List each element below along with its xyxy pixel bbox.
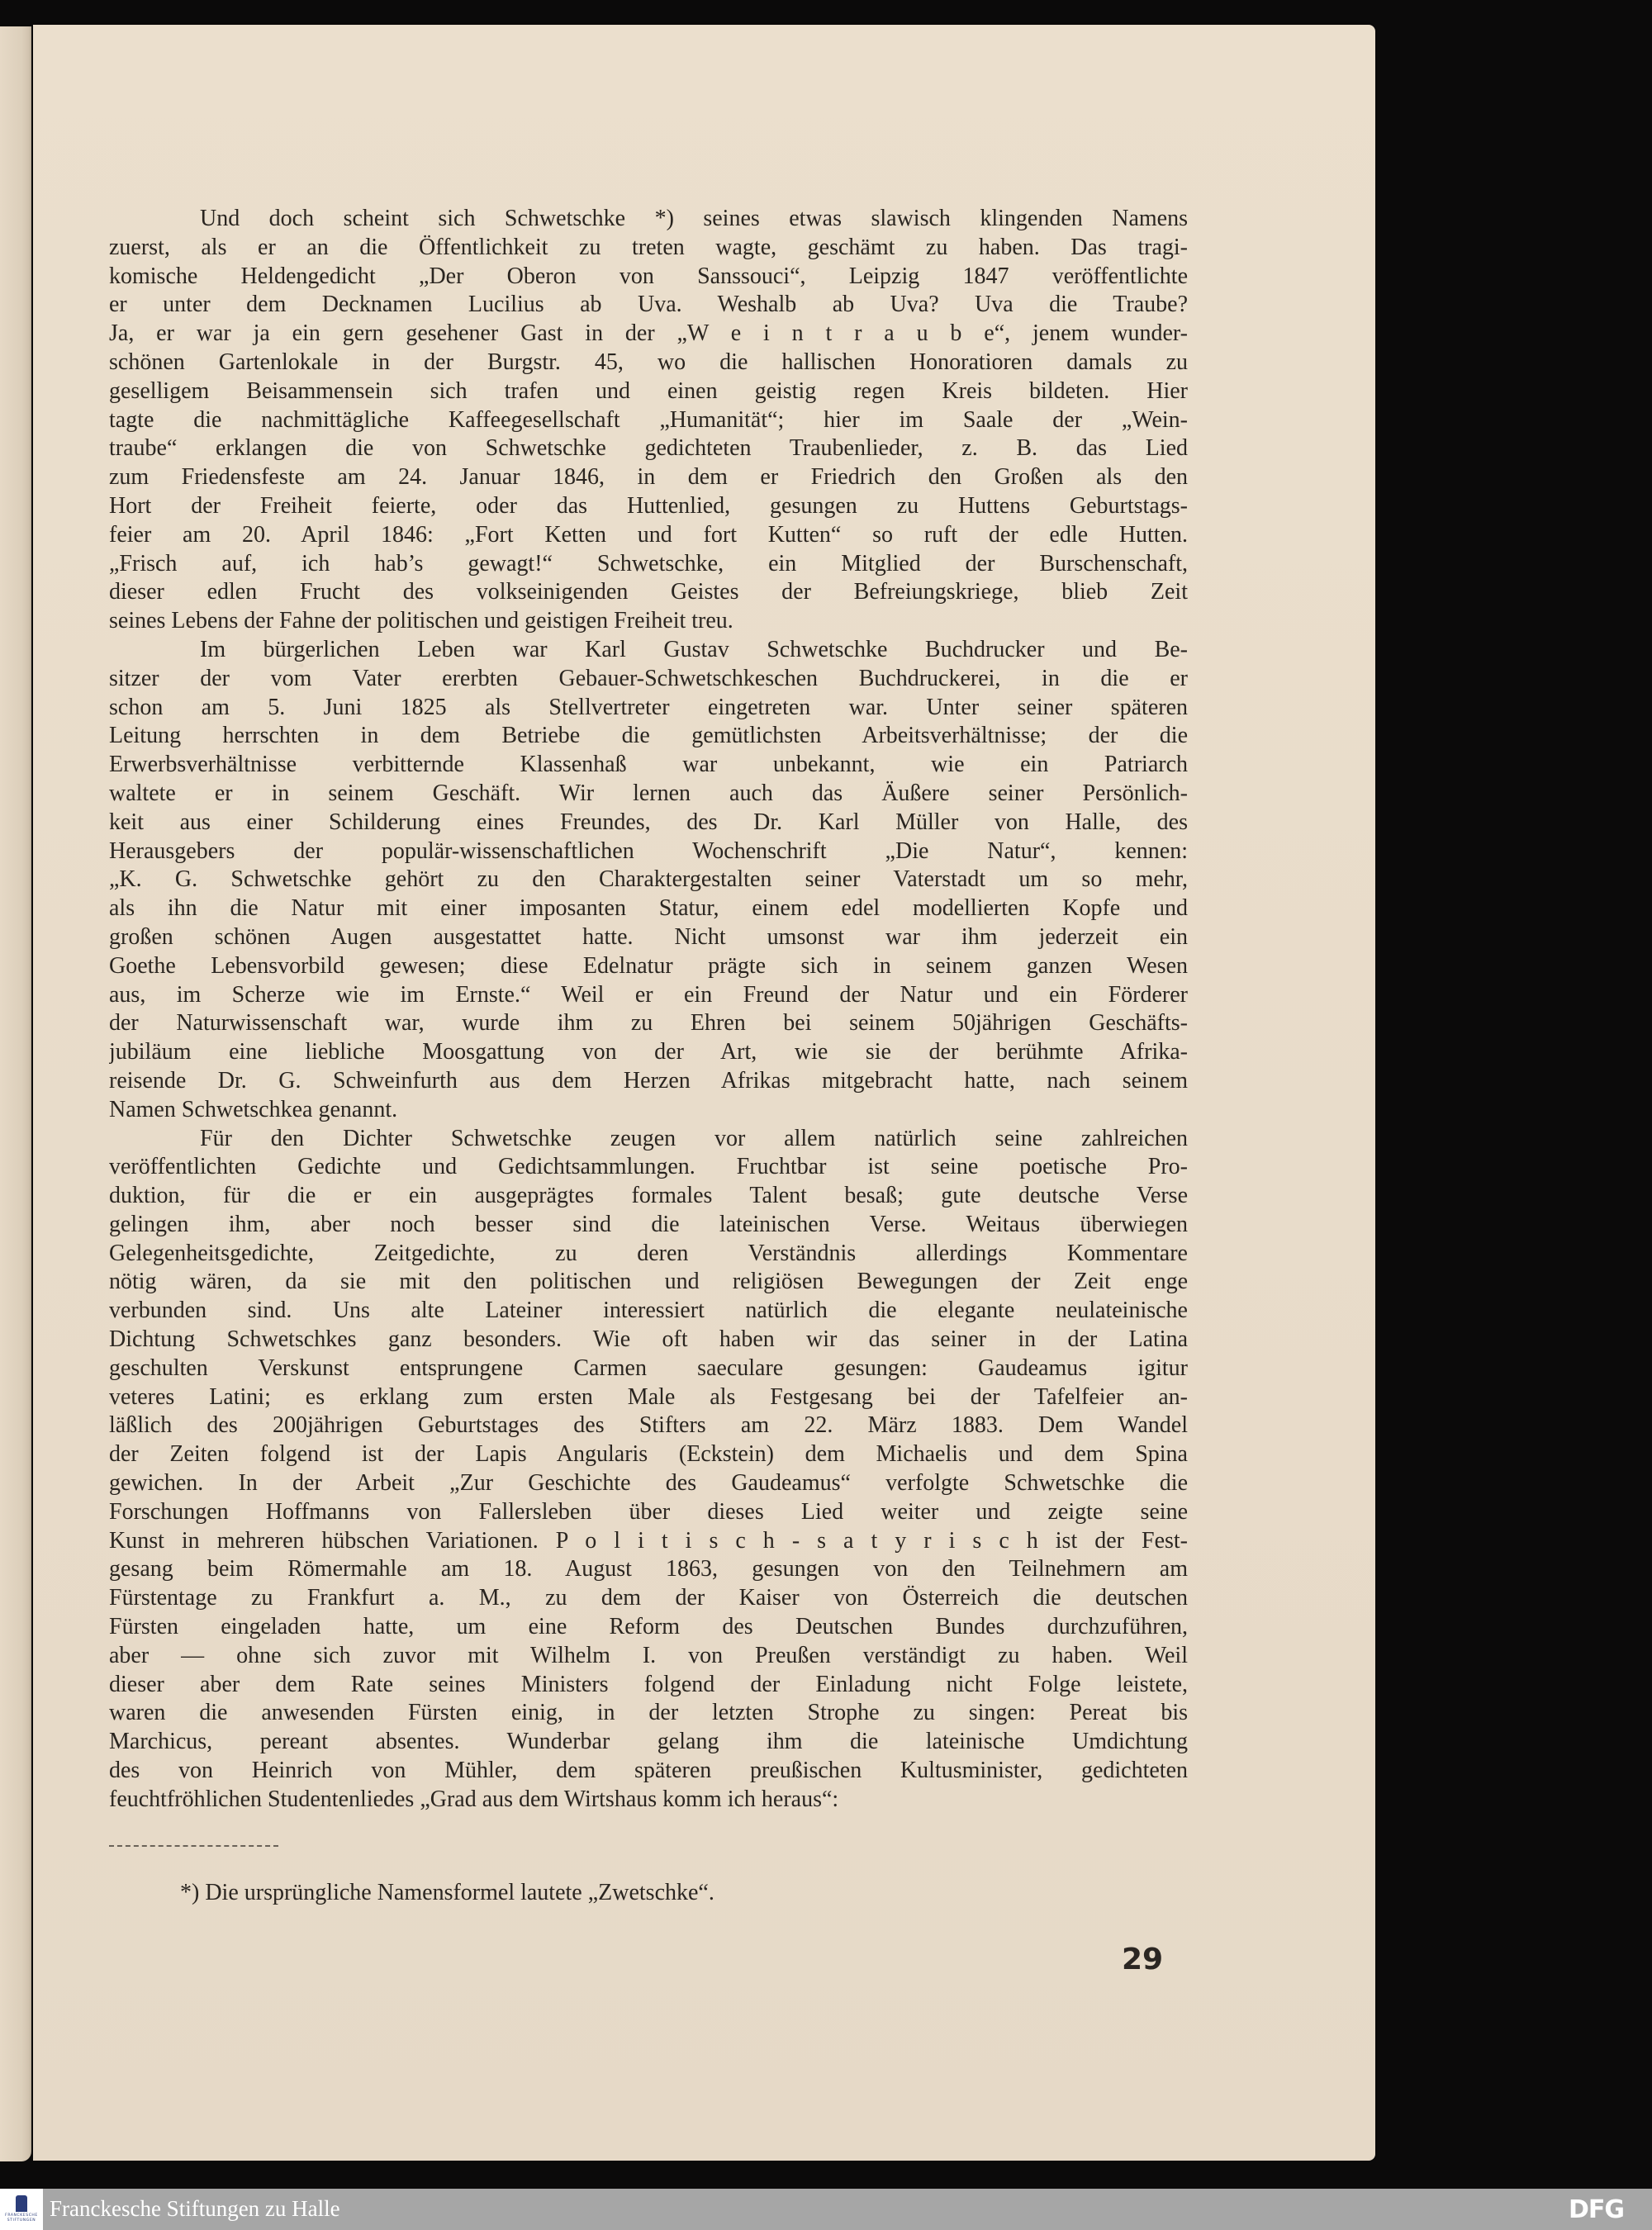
text-line: des von Heinrich von Mühler, dem späteren preußischen Kultusminister, gedichteten [109, 1758, 1188, 1784]
text-line: sitzer der vom Vater ererbten Gebauer-Schwetschkeschen Buchdruckerei, in die er [109, 665, 1188, 691]
text-line: zum Friedensfeste am 24. Januar 1846, in dem er Friedrich den Großen als den [109, 464, 1188, 491]
text-line: aus, im Scherze wie im Ernste.“ Weil er ein Freund der Natur und ein Förderer [109, 981, 1188, 1008]
text-line: Erwerbsverhältnisse verbitternde Klassenhaß war unbekannt, wie ein Patriarch [109, 752, 1188, 778]
footnote: *) Die ursprüngliche Namensformel lautete „Zwetschke“. [180, 1880, 714, 1905]
text-line: traube“ erklangen die von Schwetschke gedichteten Traubenlieder, z. B. das Lied [109, 435, 1188, 462]
text-line: geselligem Beisammensein sich trafen und einen geistig regen Kreis bildeten. Hier [109, 377, 1188, 404]
text-line: „K. G. Schwetschke gehört zu den Charaktergestalten seiner Vaterstadt um so mehr, [109, 866, 1188, 893]
paragraph [109, 205, 1188, 636]
previous-page-edge [0, 26, 31, 2161]
text-line: Ja, er war ja ein gern gesehener Gast in der „W e i n t r a u b e“, jenem wunder- [109, 320, 1188, 347]
text-line: Goethe Lebensvorbild gewesen; diese Edelnatur prägte sich in seinem ganzen Wesen [109, 952, 1188, 979]
text-line: Fürstentage zu Frankfurt a. M., zu dem der Kaiser von Österreich die deutschen [109, 1585, 1188, 1611]
text-line: dieser aber dem Rate seines Ministers folgend der Einladung nicht Folge leistete, [109, 1671, 1188, 1697]
text-line: nötig wären, da sie mit den politischen und religiösen Bewegungen der Zeit enge [109, 1269, 1188, 1295]
text-line: seines Lebens der Fahne der politischen und geistigen Freiheit treu. [109, 608, 733, 634]
text-line: schönen Gartenlokale in der Burgstr. 45, wo die hallischen Honoratioren damals zu [109, 349, 1188, 375]
footer-bar [0, 2189, 1652, 2230]
text-line: läßlich des 200jährigen Geburtstages des Stifters am 22. März 1883. Dem Wandel [109, 1412, 1188, 1439]
text-line: zuerst, als er an die Öffentlichkeit zu treten wagte, geschämt zu haben. Das tragi- [109, 234, 1188, 260]
text-line: Im bürgerlichen Leben war Karl Gustav Schwetschke Buchdrucker und Be- [200, 636, 1188, 662]
text-line: tagte die nachmittägliche Kaffeegesellschaft „Humanität“; hier im Saale der „Wein- [109, 406, 1188, 433]
logo-text: FRANCKESCHE STIFTUNGEN [5, 2213, 38, 2223]
text-line: jubiläum eine liebliche Moosgattung von der Art, wie sie der berühmte Afrika- [109, 1039, 1188, 1065]
text-line: Forschungen Hoffmanns von Fallersleben über dieses Lied weiter und zeigte seine [109, 1498, 1188, 1525]
text-line: als ihn die Natur mit einer imposanten Statur, einem edel modellierten Kopfe und [109, 895, 1188, 922]
text-line: der Zeiten folgend ist der Lapis Angularis (Eckstein) dem Michaelis und dem Spina [109, 1441, 1188, 1468]
text-line: aber — ohne sich zuvor mit Wilhelm I. von Preußen verständigt zu haben. Weil [109, 1642, 1188, 1668]
text-line: geschulten Verskunst entsprungene Carmen saeculare gesungen: Gaudeamus igitur [109, 1355, 1188, 1381]
text-line: gewichen. In der Arbeit „Zur Geschichte des Gaudeamus“ verfolgte Schwetschke die [109, 1470, 1188, 1497]
text-line: komische Heldengedicht „Der Oberon von Sanssouci“, Leipzig 1847 veröffentlichte [109, 263, 1188, 289]
text-line: veröffentlichten Gedichte und Gedichtsammlungen. Fruchtbar ist seine poetische Pro- [109, 1154, 1188, 1180]
text-line: Hort der Freiheit feierte, oder das Huttenlied, gesungen zu Huttens Geburtstags- [109, 492, 1188, 519]
text-line: gesang beim Römermahle am 18. August 1863, gesungen von den Teilnehmern am [109, 1556, 1188, 1582]
paragraph [109, 1125, 1188, 1815]
paragraph [109, 636, 1188, 1125]
text-line: feuchtfröhlichen Studentenliedes „Grad aus dem Wirtshaus komm ich heraus“: [109, 1786, 839, 1812]
franckesche-stiftungen-logo[interactable] [0, 2189, 43, 2230]
text-line: reisende Dr. G. Schweinfurth aus dem Herzen Afrikas mitgebracht hatte, nach seinem [109, 1067, 1188, 1094]
founder-statue-icon [16, 2195, 27, 2212]
text-line: waren die anwesenden Fürsten einig, in der letzten Strophe zu singen: Pereat bis [109, 1700, 1188, 1726]
body-text [109, 205, 1188, 1815]
text-line: Herausgebers der populär-wissenschaftlichen Wochenschrift „Die Natur“, kennen: [109, 837, 1188, 864]
text-line: veteres Latini; es erklang zum ersten Male als Festgesang bei der Tafelfeier an- [109, 1383, 1188, 1410]
text-line: Fürsten eingeladen hatte, um eine Reform des Deutschen Bundes durchzuführen, [109, 1614, 1188, 1640]
text-line: waltete er in seinem Geschäft. Wir lernen auch das Äußere seiner Persönlich- [109, 780, 1188, 806]
text-line: dieser edlen Frucht des volkseinigenden Geistes der Befreiungskriege, blieb Zeit [109, 579, 1188, 605]
text-line: „Frisch auf, ich hab’s gewagt!“ Schwetschke, ein Mitglied der Burschenschaft, [109, 550, 1188, 576]
text-line: keit aus einer Schilderung eines Freundes, des Dr. Karl Müller von Halle, des [109, 809, 1188, 835]
text-line: Dichtung Schwetschkes ganz besonders. Wie oft haben wir das seiner in der Latina [109, 1326, 1188, 1353]
text-line: gelingen ihm, aber noch besser sind die lateinischen Verse. Weitaus überwiegen [109, 1211, 1188, 1237]
page-number: 29 [1122, 1943, 1164, 1976]
book-page [33, 25, 1375, 2161]
text-line: er unter dem Decknamen Lucilius ab Uva. Weshalb ab Uva? Uva die Traube? [109, 292, 1188, 318]
footnote-rule [109, 1845, 278, 1847]
text-line: der Naturwissenschaft war, wurde ihm zu Ehren bei seinem 50jährigen Geschäfts- [109, 1010, 1188, 1037]
text-line: verbunden sind. Uns alte Lateiner interessiert natürlich die elegante neulateinische [109, 1298, 1188, 1324]
text-line: Und doch scheint sich Schwetschke *) seines etwas slawisch klingenden Namens [200, 206, 1188, 231]
text-line: Marchicus, pereant absentes. Wunderbar gelang ihm die lateinische Umdichtung [109, 1729, 1188, 1755]
text-line: schon am 5. Juni 1825 als Stellvertreter eingetreten war. Unter seiner späteren [109, 694, 1188, 720]
institution-name[interactable]: Franckesche Stiftungen zu Halle [50, 2196, 340, 2221]
text-line: Kunst in mehreren hübschen Variationen. P o l i t i s c h - s a t y r i s c h ist der Fest- [109, 1527, 1188, 1554]
text-line: großen schönen Augen ausgestattet hatte. Nicht umsonst war ihm jederzeit ein [109, 923, 1188, 950]
text-line: Namen Schwetschkea genannt. [109, 1096, 398, 1122]
text-line: Für den Dichter Schwetschke zeugen vor allem natürlich seine zahlreichen [200, 1125, 1188, 1151]
text-line: Gelegenheitsgedichte, Zeitgedichte, zu deren Verständnis allerdings Kommentare [109, 1240, 1188, 1266]
dfg-logo[interactable]: DFG [1568, 2195, 1624, 2224]
text-line: Leitung herrschten in dem Betriebe die gemütlichsten Arbeitsverhältnisse; der die [109, 723, 1188, 749]
text-line: feier am 20. April 1846: „Fort Ketten und fort Kutten“ so ruft der edle Hutten. [109, 521, 1188, 548]
text-line: duktion, für die er ein ausgeprägtes formales Talent besaß; gute deutsche Verse [109, 1183, 1188, 1209]
